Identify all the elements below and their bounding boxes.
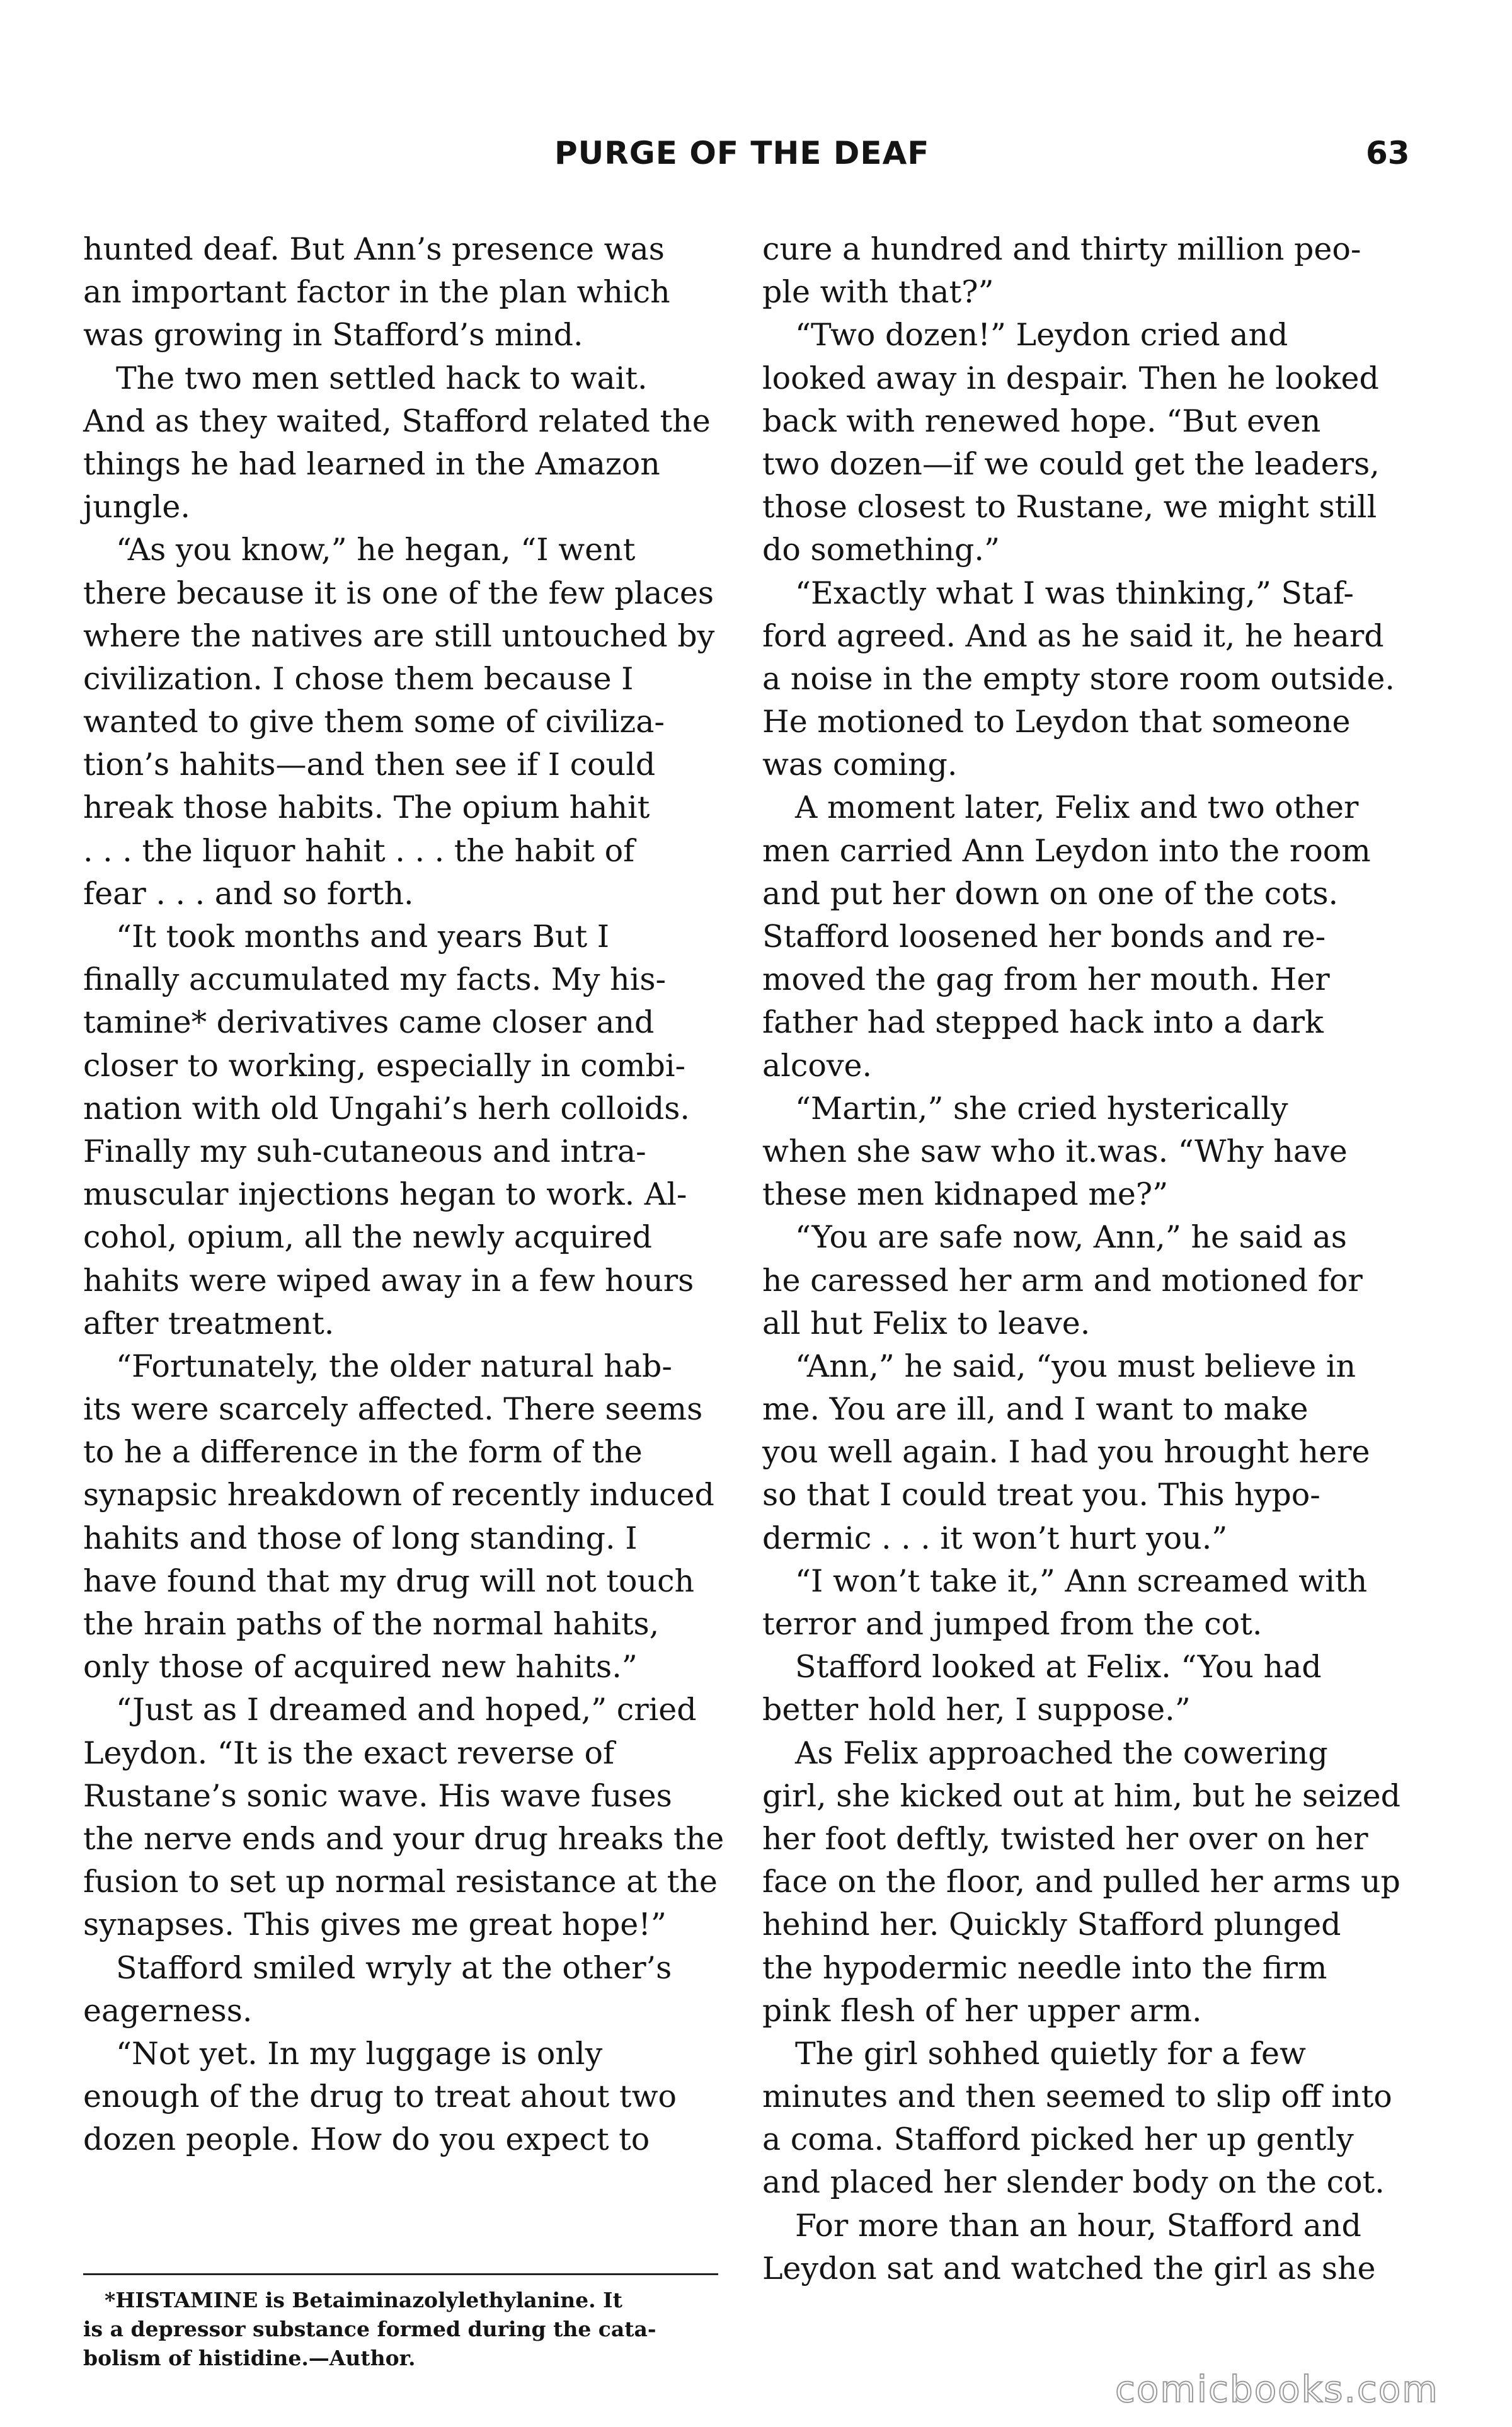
text-line: fear . . . and so forth. xyxy=(83,875,414,912)
text-line: girl, she kicked out at him, but he seized xyxy=(762,1777,1400,1814)
text-line: “Ann,” he said, “you must believe in xyxy=(795,1348,1356,1384)
footnote xyxy=(83,2286,718,2373)
text-line: terror and jumped from the cot. xyxy=(762,1606,1263,1642)
text-line: its were scarcely affected. There seems xyxy=(83,1391,703,1428)
text-line: these men kidnaped me?” xyxy=(762,1176,1169,1213)
text-line: The girl sohhed quietly for a few xyxy=(795,2035,1306,2072)
text-line: hahits were wiped away in a few hours xyxy=(83,1262,694,1299)
page-number: 63 xyxy=(1366,135,1410,171)
text-line: A moment later, Felix and two other xyxy=(795,789,1359,826)
text-line: ford agreed. And as he said it, he heard xyxy=(762,617,1384,654)
text-line: looked away in despair. Then he looked xyxy=(762,360,1379,396)
text-line: synapses. This gives me great hope!” xyxy=(83,1907,667,1943)
text-line: so that I could treat you. This hypo- xyxy=(762,1477,1320,1513)
text-line: enough of the drug to treat ahout two xyxy=(83,2079,677,2115)
text-line: “It took months and years But I xyxy=(116,919,610,955)
text-line: a noise in the empty store room outside. xyxy=(762,660,1395,697)
text-line: after treatment. xyxy=(83,1305,335,1341)
text-line: nation with old Ungahi’s herh colloids. xyxy=(83,1090,690,1127)
text-line: . . . the liquor hahit . . . the habit of xyxy=(83,832,635,869)
text-line: and put her down on one of the cots. xyxy=(762,875,1339,912)
text-line: finally accumulated my facts. My his- xyxy=(83,961,667,998)
text-line: wanted to give them some of civiliza- xyxy=(83,704,665,740)
text-line: Rustane’s sonic wave. His wave fuses xyxy=(83,1777,672,1814)
text-line: “I won’t take it,” Ann screamed with xyxy=(795,1563,1368,1599)
text-line: *HISTAMINE is Betaiminazolylethylanine. It xyxy=(105,2288,622,2312)
text-line: bolism of histidine.—Author. xyxy=(83,2346,416,2370)
text-line: jungle. xyxy=(83,489,190,525)
text-line: do something.” xyxy=(762,532,1000,568)
text-line: and placed her slender body on the cot. xyxy=(762,2164,1385,2201)
left-text-column xyxy=(83,228,724,2161)
text-line: the nerve ends and your drug hreaks the xyxy=(83,1820,724,1857)
text-line: Leydon sat and watched the girl as she xyxy=(762,2250,1376,2286)
text-line: her foot deftly, twisted her over on her xyxy=(762,1820,1368,1857)
text-line: only those of acquired new hahits.” xyxy=(83,1649,638,1685)
text-line: muscular injections hegan to work. Al- xyxy=(83,1176,687,1213)
text-line: tamine* derivatives came closer and xyxy=(83,1004,655,1041)
text-line: The two men settled hack to wait. xyxy=(116,360,648,396)
text-line: hehind her. Quickly Stafford plunged xyxy=(762,1907,1341,1943)
text-line: alcove. xyxy=(762,1047,873,1084)
text-line: closer to working, especially in combi- xyxy=(83,1047,686,1084)
text-line: better hold her, I suppose.” xyxy=(762,1692,1191,1728)
text-line: “Exactly what I was thinking,” Staf- xyxy=(795,575,1354,611)
text-line: the hypodermic needle into the firm xyxy=(762,1949,1327,1986)
text-line: things he had learned in the Amazon xyxy=(83,445,660,482)
text-line: “As you know,” he hegan, “I went xyxy=(116,532,636,568)
text-line: Finally my suh-cutaneous and intra- xyxy=(83,1133,646,1169)
text-line: ple with that?” xyxy=(762,274,994,311)
text-line: hunted deaf. But Ann’s presence was xyxy=(83,231,665,267)
text-line: to he a difference in the form of the xyxy=(83,1434,643,1471)
text-line: me. You are ill, and I want to make xyxy=(762,1391,1309,1428)
text-line: hreak those habits. The opium hahit xyxy=(83,789,650,826)
text-line: is a depressor substance formed during the cata- xyxy=(83,2317,656,2341)
text-line: For more than an hour, Stafford and xyxy=(795,2207,1361,2244)
text-line: cohol, opium, all the newly acquired xyxy=(83,1219,652,1256)
text-line: pink flesh of her upper arm. xyxy=(762,1992,1202,2029)
text-line: “Just as I dreamed and hoped,” cried xyxy=(116,1692,697,1728)
text-line: have found that my drug will not touch xyxy=(83,1563,695,1599)
text-line: “Martin,” she cried hysterically xyxy=(795,1090,1288,1127)
text-line: where the natives are still untouched by xyxy=(83,617,715,654)
running-title: PURGE OF THE DEAF xyxy=(554,135,930,171)
text-line: Stafford loosened her bonds and re- xyxy=(762,919,1326,955)
text-line: he caressed her arm and motioned for xyxy=(762,1262,1363,1299)
text-line: Leydon. “It is the exact reverse of xyxy=(83,1735,615,1771)
text-line: Stafford looked at Felix. “You had xyxy=(795,1649,1322,1685)
text-line: “Fortunately, the older natural hab- xyxy=(116,1348,672,1384)
text-line: minutes and then seemed to slip off into xyxy=(762,2079,1392,2115)
text-line: moved the gag from her mouth. Her xyxy=(762,961,1330,998)
text-line: you well again. I had you hrought here xyxy=(762,1434,1370,1471)
text-line: a coma. Stafford picked her up gently xyxy=(762,2121,1354,2158)
text-line: was growing in Stafford’s mind. xyxy=(83,317,583,353)
text-line: tion’s hahits—and then see if I could xyxy=(83,747,656,783)
text-line: dozen people. How do you expect to xyxy=(83,2121,650,2158)
text-line: hahits and those of long standing. I xyxy=(83,1520,638,1556)
text-line: all hut Felix to leave. xyxy=(762,1305,1091,1341)
text-line: was coming. xyxy=(762,747,958,783)
text-line: As Felix approached the cowering xyxy=(795,1735,1328,1771)
text-line: back with renewed hope. “But even xyxy=(762,403,1321,439)
text-line: eagerness. xyxy=(83,1992,253,2029)
right-text-column xyxy=(762,228,1406,2290)
text-line: And as they waited, Stafford related the xyxy=(83,403,711,439)
text-line: those closest to Rustane, we might still xyxy=(762,489,1377,525)
text-line: “You are safe now, Ann,” he said as xyxy=(795,1219,1347,1256)
text-line: Stafford smiled wryly at the other’s xyxy=(116,1949,672,1986)
text-line: father had stepped hack into a dark xyxy=(762,1004,1324,1041)
text-line: “Two dozen!” Leydon cried and xyxy=(795,317,1288,353)
text-line: synapsic hreakdown of recently induced xyxy=(83,1477,714,1513)
text-line: when she saw who it.was. “Why have xyxy=(762,1133,1348,1169)
text-line: there because it is one of the few places xyxy=(83,575,714,611)
text-line: face on the floor, and pulled her arms up xyxy=(762,1864,1400,1900)
text-line: fusion to set up normal resistance at the xyxy=(83,1864,718,1900)
text-line: He motioned to Leydon that someone xyxy=(762,704,1351,740)
site-watermark: comicbooks.com xyxy=(1115,2368,1439,2411)
text-line: the hrain paths of the normal hahits, xyxy=(83,1606,660,1642)
text-line: two dozen—if we could get the leaders, xyxy=(762,445,1380,482)
page-header xyxy=(0,126,1512,183)
text-line: men carried Ann Leydon into the room xyxy=(762,832,1371,869)
text-line: cure a hundred and thirty million peo- xyxy=(762,231,1361,267)
footnote-divider xyxy=(83,2273,718,2275)
text-line: dermic . . . it won’t hurt you.” xyxy=(762,1520,1228,1556)
text-line: “Not yet. In my luggage is only xyxy=(116,2035,603,2072)
text-line: civilization. I chose them because I xyxy=(83,660,634,697)
text-line: an important factor in the plan which xyxy=(83,274,670,311)
